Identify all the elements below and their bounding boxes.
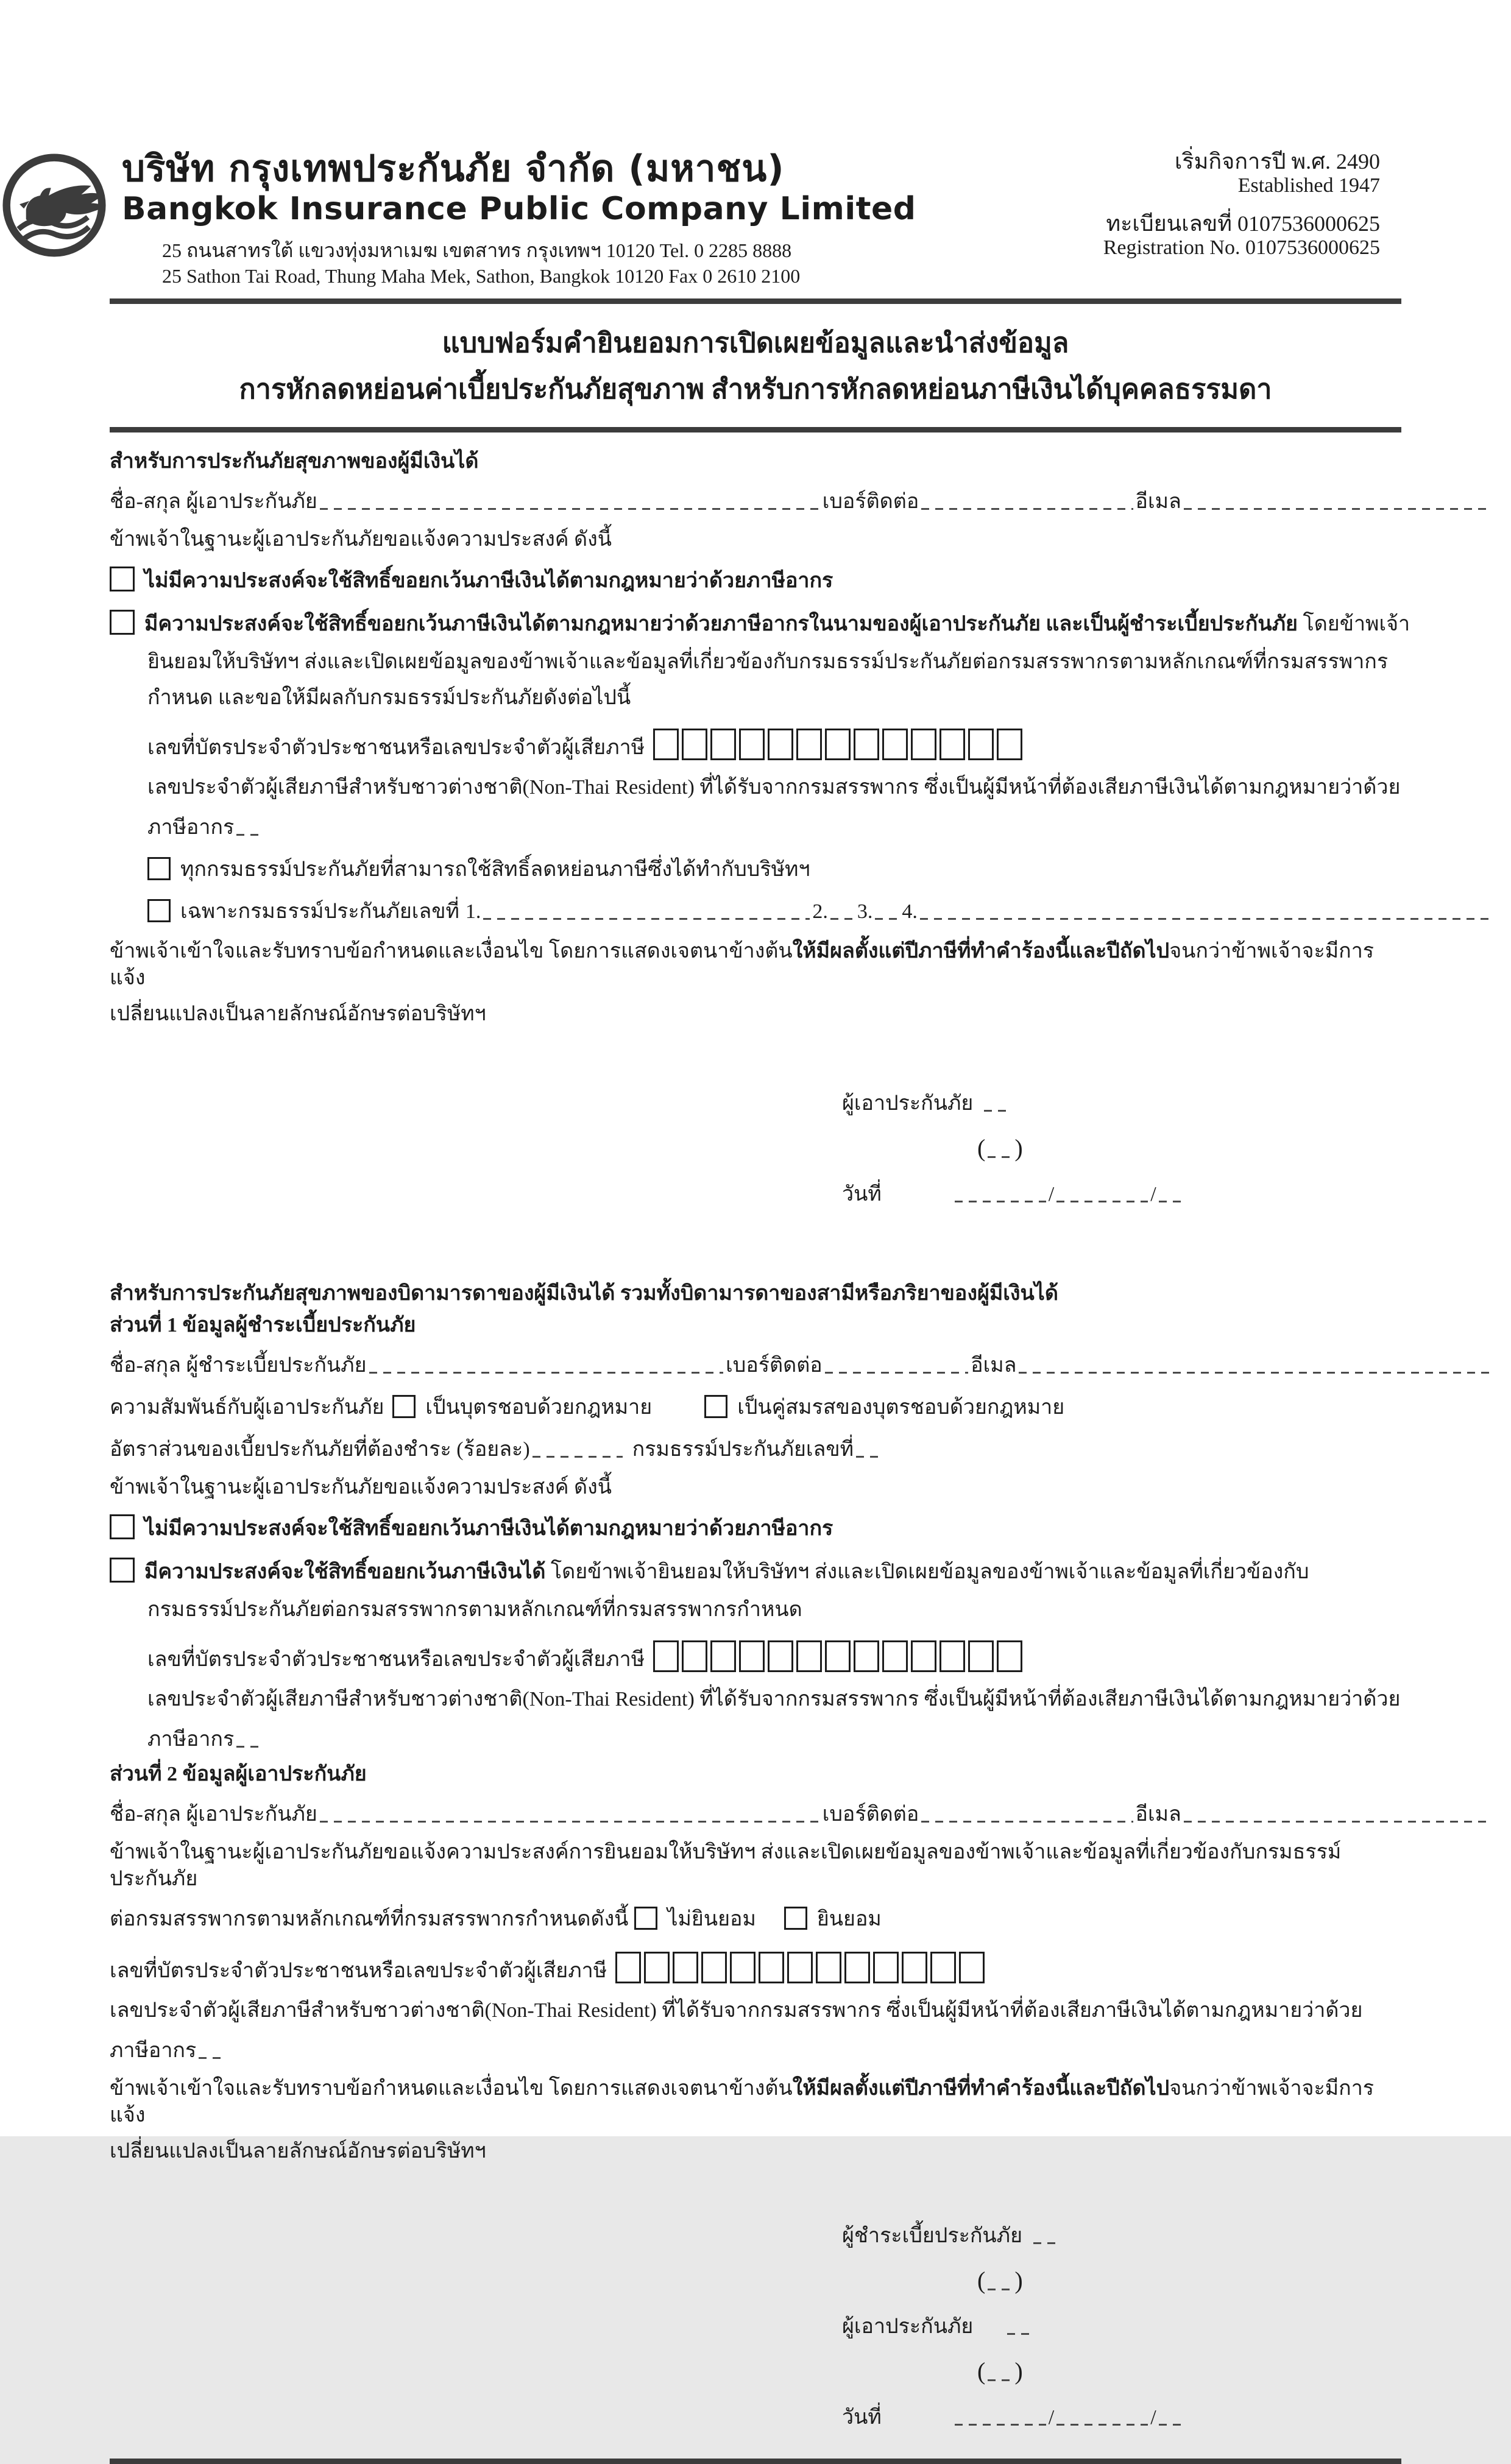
relationship-row <box>110 1390 1401 1423</box>
id-digit-box[interactable] <box>730 1952 756 1983</box>
insured-email-label: อีเมล <box>1135 490 1181 513</box>
id-digit-box[interactable] <box>825 1640 851 1672</box>
consent-line1: ข้าพเจ้าในฐานะผู้เอาประกันภัยขอแจ้งความประสงค์การยินยอมให้บริษัทฯ ส่งและเปิดเผยข้อมูลของข้าพเจ้าและข้อมูลที่เกี่ยวข้องกับกรมธรรม์ประกันภัย <box>110 1841 1342 1890</box>
insured-ack-bold: ให้มีผลตั้งแต่ปีภาษีที่ทำคำร้องนี้และปีถัดไป <box>792 940 1170 962</box>
legal-child-checkbox[interactable] <box>392 1395 416 1418</box>
id-digit-box[interactable] <box>911 1640 936 1672</box>
payer-nonthai-line1: เลขประจำตัวผู้เสียภาษีสำหรับชาวต่างชาติ(Non-Thai Resident) ที่ได้รับจากกรมสรรพากร ซึ่งเป็นผู้มีหน้าที่ต้องเสียภาษีเงินได้ตามกฎหมายว่าด้วย <box>147 1688 1401 1710</box>
date-slash: / <box>1150 2406 1156 2429</box>
close-paren: ) <box>1014 2267 1023 2294</box>
parents-insured-email-label: อีเมล <box>1135 1803 1181 1826</box>
form-title-line1: แบบฟอร์มคำยินยอมการเปิดเผยข้อมูลและนำส่งข้อมูล <box>442 328 1069 358</box>
id-digit-box[interactable] <box>997 729 1022 760</box>
payer-contact-input-line[interactable] <box>825 1354 968 1372</box>
insured-acknowledgement-line1 <box>110 938 1401 992</box>
date-slash: / <box>1048 2406 1055 2429</box>
id-digit-box[interactable] <box>710 729 736 760</box>
id-digit-box[interactable] <box>854 729 879 760</box>
no-tax-exemption-checkbox[interactable] <box>110 567 135 591</box>
insured-intent-intro: ข้าพเจ้าในฐานะผู้เอาประกันภัยขอแจ้งความประสงค์ ดังนี้ <box>110 528 612 551</box>
close-paren: ) <box>1014 2357 1023 2385</box>
section-insured-heading: สำหรับการประกันภัยสุขภาพของผู้มีเงินได้ <box>110 450 479 473</box>
parents-option-yes-row <box>110 1553 1401 1587</box>
parents-insured-tax-label: ภาษีอากร <box>110 2039 197 2062</box>
open-paren: ( <box>977 2267 986 2294</box>
legal-child-label: เป็นบุตรชอบด้วยกฎหมาย <box>425 1396 653 1419</box>
insured-acknowledgement-line2: เปลี่ยนแปลงเป็นลายลักษณ์อักษรต่อบริษัทฯ <box>110 1003 486 1025</box>
policy-number-2: 2. <box>812 900 828 923</box>
insured-ack-pre: ข้าพเจ้าเข้าใจและรับทราบข้อกำหนดและเงื่อนไข โดยการแสดงเจตนาข้างต้น <box>110 940 793 962</box>
date-slash: / <box>1048 1183 1055 1206</box>
parents-acknowledgement-line1 <box>110 2075 1401 2129</box>
insured-name-row <box>110 484 1494 517</box>
id-digit-box[interactable] <box>911 729 936 760</box>
id-digit-box[interactable] <box>701 1952 727 1983</box>
parents-insured-id-row <box>110 1946 1401 1986</box>
part1-heading: ส่วนที่ 1 ข้อมูลผู้ชำระเบี้ยประกันภัย <box>110 1314 416 1336</box>
brand-block <box>122 147 916 289</box>
id-digit-box[interactable] <box>787 1952 813 1983</box>
form-title <box>110 304 1401 427</box>
date-year-line[interactable] <box>1159 1182 1183 1201</box>
insured-option-yes-line3: กำหนด และขอให้มีผลกับกรมธรรม์ประกันภัยดังต่อไปนี้ <box>147 687 631 709</box>
insured-option-yes-label <box>144 607 1410 640</box>
parents-insured-email-input-line[interactable] <box>1184 1802 1492 1821</box>
open-paren: ( <box>977 2357 986 2385</box>
date-day-line[interactable] <box>955 1182 1046 1201</box>
premium-ratio-row <box>110 1432 1494 1465</box>
premium-ratio-input-line[interactable] <box>533 1438 623 1456</box>
relationship-label: ความสัมพันธ์กับผู้เอาประกันภัย <box>110 1396 384 1419</box>
divider-rule-title-bottom <box>110 427 1401 432</box>
payer-nonthai-tax-row <box>110 1722 1494 1755</box>
parents-option-no-row <box>110 1510 1401 1544</box>
id-digit-box[interactable] <box>682 729 707 760</box>
policy-number-3: 3. <box>857 900 873 923</box>
parents-insured-signature-row <box>842 2309 1415 2342</box>
address-thai: 25 ถนนสาทรใต้ แขวงทุ่งมหาเมฆ เขตสาทร กรุงเทพฯ 10120 Tel. 0 2285 8888 <box>162 239 792 261</box>
id-digit-box[interactable] <box>768 1640 793 1672</box>
id-digit-box[interactable] <box>615 1952 641 1983</box>
insured-id-row <box>110 722 1401 763</box>
insured-option-yes-line2: ยินยอมให้บริษัทฯ ส่งและเปิดเผยข้อมูลของข้าพเจ้าและข้อมูลที่เกี่ยวข้องกับกรมธรรม์ประกันภัยต่อกรมสรรพากรตามหลักเกณฑ์ที่กรมสรรพากร <box>147 651 1389 673</box>
policy-number-1: 1. <box>465 900 481 923</box>
payer-national-id-boxes[interactable] <box>653 1640 1022 1672</box>
parents-option-yes-label <box>144 1555 1309 1587</box>
id-digit-box[interactable] <box>968 1640 994 1672</box>
payer-nonthai-tax-input-line[interactable] <box>236 1728 261 1746</box>
insured-email-input-line[interactable] <box>1184 490 1492 508</box>
id-digit-box[interactable] <box>902 1952 927 1983</box>
id-digit-box[interactable] <box>968 729 994 760</box>
parents-option-yes-line2: กรมธรรม์ประกันภัยต่อกรมสรรพากรตามหลักเกณฑ์ที่กรมสรรพากรกำหนด <box>147 1598 802 1621</box>
parents-signature-block <box>842 2219 1415 2433</box>
consent-no-label: ไม่ยินยอม <box>667 1908 756 1930</box>
id-digit-box[interactable] <box>644 1952 670 1983</box>
specific-policies-checkbox[interactable] <box>147 899 171 922</box>
date-month-line[interactable] <box>1056 1182 1148 1201</box>
insured-date-label: วันที่ <box>842 1183 882 1206</box>
parents-insured-contact-input-line[interactable] <box>921 1802 1133 1821</box>
section-parents-heading: สำหรับการประกันภัยสุขภาพของบิดามารดาของผู้มีเงินได้ รวมทั้งบิดามารดาของสามีหรือภริยาของผู้มีเงินได้ <box>110 1282 1058 1305</box>
id-digit-box[interactable] <box>739 1640 765 1672</box>
id-digit-box[interactable] <box>854 1640 879 1672</box>
premium-ratio-label: อัตราส่วนของเบี้ยประกันภัยที่ต้องชำระ (ร้อยละ) <box>110 1438 530 1461</box>
date-slash: / <box>1150 1183 1156 1206</box>
bangkok-insurance-dove-logo-icon <box>0 151 108 259</box>
specific-policies-row <box>110 894 1494 927</box>
id-digit-box[interactable] <box>710 1640 736 1672</box>
parents-insured-signature-name-line[interactable] <box>988 2361 1012 2379</box>
company-name-english: Bangkok Insurance Public Company Limited <box>122 191 916 227</box>
insured-id-label: เลขที่บัตรประจำตัวประชาชนหรือเลขประจำตัวผู้เสียภาษี <box>147 736 645 759</box>
id-digit-box[interactable] <box>768 729 793 760</box>
divider-rule-bottom <box>110 2459 1401 2464</box>
insured-nonthai-tax-row <box>110 810 1494 843</box>
payer-email-label: อีเมล <box>971 1354 1017 1377</box>
parents-acknowledgement-line2: เปลี่ยนแปลงเป็นลายลักษณ์อักษรต่อบริษัทฯ <box>110 2140 486 2162</box>
payer-tax-label: ภาษีอากร <box>147 1728 235 1751</box>
parents-insured-signature-name-row <box>842 2357 1415 2385</box>
insured-nonthai-tax-input-line[interactable] <box>236 816 261 834</box>
id-digit-box[interactable] <box>997 1640 1022 1672</box>
parents-insured-id-label: เลขที่บัตรประจำตัวประชาชนหรือเลขประจำตัวผู้เสียภาษี <box>110 1960 607 1982</box>
open-paren: ( <box>977 1134 986 1162</box>
insured-contact-label: เบอร์ติดต่อ <box>822 490 919 513</box>
established-english: Established 1947 <box>1237 174 1380 197</box>
policy-no-input-line[interactable] <box>856 1438 880 1456</box>
spouse-of-child-checkbox[interactable] <box>704 1395 727 1418</box>
id-digit-box[interactable] <box>930 1952 956 1983</box>
insured-signature-label: ผู้เอาประกันภัย <box>842 1092 974 1115</box>
parents-insured-signature-label: ผู้เอาประกันภัย <box>842 2315 974 2338</box>
insured-option-no-row <box>110 562 1401 596</box>
payer-id-row <box>110 1634 1401 1675</box>
form-title-line2: การหักลดหย่อนค่าเบี้ยประกันภัยสุขภาพ สำหรับการหักลดหย่อนภาษีเงินได้บุคคลธรรมดา <box>239 374 1272 404</box>
insured-name-label: ชื่อ-สกุล ผู้เอาประกันภัย <box>110 490 317 513</box>
policy-number-3-input-line[interactable] <box>875 900 899 918</box>
insured-signature-name-row <box>842 1134 1415 1162</box>
id-digit-box[interactable] <box>759 1952 784 1983</box>
payer-signature-row <box>842 2219 1415 2251</box>
parents-insured-tax-input-line[interactable] <box>199 2039 223 2057</box>
insured-contact-input-line[interactable] <box>921 490 1133 508</box>
insured-signature-name-line[interactable] <box>988 1138 1012 1156</box>
id-digit-box[interactable] <box>653 1640 679 1672</box>
insured-option-yes-rest: โดยข้าพเจ้า <box>1297 613 1410 635</box>
parents-ack-pre: ข้าพเจ้าเข้าใจและรับทราบข้อกำหนดและเงื่อนไข โดยการแสดงเจตนาข้างต้น <box>110 2077 793 2100</box>
id-digit-box[interactable] <box>682 1640 707 1672</box>
insured-option-yes-bold: มีความประสงค์จะใช้สิทธิ์ขอยกเว้นภาษีเงินได้ตามกฎหมายว่าด้วยภาษีอากรในนามของผู้เอาประกันภัย และเป็นผู้ชำระเบี้ยประกันภัย <box>144 613 1298 635</box>
specific-policies-label: เฉพาะกรมธรรม์ประกันภัยเลขที่ <box>180 900 459 923</box>
parents-insured-nonthai-line1: เลขประจำตัวผู้เสียภาษีสำหรับชาวต่างชาติ(Non-Thai Resident) ที่ได้รับจากกรมสรรพากร ซึ่งเป็นผู้มีหน้าที่ต้องเสียภาษีเงินได้ตามกฎหมายว่าด้วย <box>110 1999 1363 2022</box>
payer-signature-line[interactable] <box>1033 2224 1058 2242</box>
payer-signature-label: ผู้ชำระเบี้ยประกันภัย <box>842 2225 1023 2247</box>
id-digit-box[interactable] <box>959 1952 985 1983</box>
policy-number-1-input-line[interactable] <box>483 900 810 918</box>
parents-insured-name-input-line[interactable] <box>320 1802 820 1821</box>
consent-line2-label: ต่อกรมสรรพากรตามหลักเกณฑ์ที่กรมสรรพากรกำหนดดังนี้ <box>110 1908 629 1930</box>
id-digit-box[interactable] <box>873 1952 899 1983</box>
id-digit-box[interactable] <box>816 1952 841 1983</box>
company-header <box>0 0 1511 289</box>
parents-tax-exemption-checkbox[interactable] <box>110 1558 135 1583</box>
address-english: 25 Sathon Tai Road, Thung Maha Mek, Sathon, Bangkok 10120 Fax 0 2610 2100 <box>162 265 801 287</box>
insured-ack-post: จนกว่าข้าพเจ้าจะมีการแจ้ง <box>110 940 1375 989</box>
insured-signature-line[interactable] <box>984 1092 1008 1110</box>
company-name-thai: บริษัท กรุงเทพประกันภัย จำกัด (มหาชน) <box>122 147 785 190</box>
parents-option-yes-bold: มีความประสงค์จะใช้สิทธิ์ขอยกเว้นภาษีเงินได้ <box>144 1561 546 1583</box>
registration-no-thai: ทะเบียนเลขที่ 0107536000625 <box>1106 211 1380 236</box>
insured-date-row <box>842 1177 1415 1210</box>
parents-insured-name-label: ชื่อ-สกุล ผู้เอาประกันภัย <box>110 1803 317 1826</box>
insured-option-no-label: ไม่มีความประสงค์จะใช้สิทธิ์ขอยกเว้นภาษีเงินได้ตามกฎหมายว่าด้วยภาษีอากร <box>144 570 833 592</box>
id-digit-box[interactable] <box>673 1952 698 1983</box>
close-paren: ) <box>1014 1134 1023 1162</box>
id-digit-box[interactable] <box>882 1640 908 1672</box>
registration-no-english: Registration No. 0107536000625 <box>1103 236 1380 259</box>
company-address <box>162 238 916 289</box>
parents-date-label: วันที่ <box>842 2406 882 2429</box>
parents-ack-bold: ให้มีผลตั้งแต่ปีภาษีที่ทำคำร้องนี้และปีถัดไป <box>792 2077 1170 2100</box>
policy-number-2-input-line[interactable] <box>830 900 855 918</box>
registration-info <box>1103 149 1380 260</box>
insured-national-id-boxes[interactable] <box>653 729 1022 760</box>
id-digit-box[interactable] <box>796 729 822 760</box>
parents-date-month-line[interactable] <box>1056 2406 1148 2424</box>
all-policies-checkbox[interactable] <box>147 857 171 880</box>
parents-insured-contact-label: เบอร์ติดต่อ <box>822 1803 919 1826</box>
insured-tax-label: ภาษีอากร <box>147 816 235 839</box>
insured-name-input-line[interactable] <box>320 490 820 508</box>
divider-rule-top <box>110 298 1401 304</box>
payer-signature-name-line[interactable] <box>988 2270 1012 2289</box>
id-digit-box[interactable] <box>796 1640 822 1672</box>
parents-insured-name-row <box>110 1797 1494 1830</box>
consent-yes-checkbox[interactable] <box>784 1907 807 1930</box>
parents-ack-post: จนกว่าข้าพเจ้าจะมีการแจ้ง <box>110 2077 1375 2127</box>
parents-date-row <box>842 2400 1415 2433</box>
parents-option-no-label: ไม่มีความประสงค์จะใช้สิทธิ์ขอยกเว้นภาษีเงินได้ตามกฎหมายว่าด้วยภาษีอากร <box>144 1517 833 1540</box>
payer-email-input-line[interactable] <box>1019 1354 1492 1372</box>
id-digit-box[interactable] <box>739 729 765 760</box>
id-digit-box[interactable] <box>825 729 851 760</box>
insured-signature-row <box>842 1086 1415 1119</box>
all-policies-label: ทุกกรมธรรม์ประกันภัยที่สามารถใช้สิทธิ์ลดหย่อนภาษีซึ่งได้ทำกับบริษัทฯ <box>180 858 810 881</box>
all-policies-row <box>110 852 1401 885</box>
spouse-of-child-label: เป็นคู่สมรสของบุตรชอบด้วยกฎหมาย <box>737 1396 1065 1419</box>
insured-signature-block <box>842 1086 1415 1210</box>
payer-contact-label: เบอร์ติดต่อ <box>726 1354 823 1377</box>
id-digit-box[interactable] <box>653 729 679 760</box>
id-digit-box[interactable] <box>940 1640 965 1672</box>
established-thai: เริ่มกิจการปี พ.ศ. 2490 <box>1174 149 1380 174</box>
parents-no-tax-exemption-checkbox[interactable] <box>110 1514 135 1539</box>
parents-date-year-line[interactable] <box>1159 2406 1183 2424</box>
id-digit-box[interactable] <box>882 729 908 760</box>
insured-option-yes-row <box>110 605 1410 640</box>
parents-date-day-line[interactable] <box>955 2406 1046 2424</box>
parents-insured-tax-row <box>110 2033 1494 2066</box>
parents-option-yes-rest: โดยข้าพเจ้ายินยอมให้บริษัทฯ ส่งและเปิดเผยข้อมูลของข้าพเจ้าและข้อมูลที่เกี่ยวข้องกับ <box>545 1561 1309 1583</box>
parents-insured-national-id-boxes[interactable] <box>615 1952 985 1983</box>
id-digit-box[interactable] <box>844 1952 870 1983</box>
payer-name-label: ชื่อ-สกุล ผู้ชำระเบี้ยประกันภัย <box>110 1354 367 1377</box>
part2-heading: ส่วนที่ 2 ข้อมูลผู้เอาประกันภัย <box>110 1763 367 1785</box>
policy-number-4-input-line[interactable] <box>920 900 1492 918</box>
payer-signature-name-row <box>842 2266 1415 2295</box>
payer-name-row <box>110 1348 1494 1381</box>
payer-name-input-line[interactable] <box>369 1354 724 1372</box>
policy-number-4: 4. <box>902 900 918 923</box>
consent-no-checkbox[interactable] <box>634 1907 657 1930</box>
parents-intent-intro: ข้าพเจ้าในฐานะผู้เอาประกันภัยขอแจ้งความประสงค์ ดังนี้ <box>110 1476 612 1499</box>
policy-no-label: กรมธรรม์ประกันภัยเลขที่ <box>632 1438 854 1461</box>
consent-yes-label: ยินยอม <box>816 1908 882 1930</box>
payer-id-label: เลขที่บัตรประจำตัวประชาชนหรือเลขประจำตัวผู้เสียภาษี <box>147 1648 645 1671</box>
insured-nonthai-line1: เลขประจำตัวผู้เสียภาษีสำหรับชาวต่างชาติ(Non-Thai Resident) ที่ได้รับจากกรมสรรพากร ซึ่งเป็นผู้มีหน้าที่ต้องเสียภาษีเงินได้ตามกฎหมายว่าด้วย <box>147 776 1401 799</box>
consent-line2-row <box>110 1902 1401 1935</box>
id-digit-box[interactable] <box>940 729 965 760</box>
parents-insured-signature-line[interactable] <box>1007 2315 1032 2333</box>
tax-exemption-checkbox[interactable] <box>110 610 135 635</box>
